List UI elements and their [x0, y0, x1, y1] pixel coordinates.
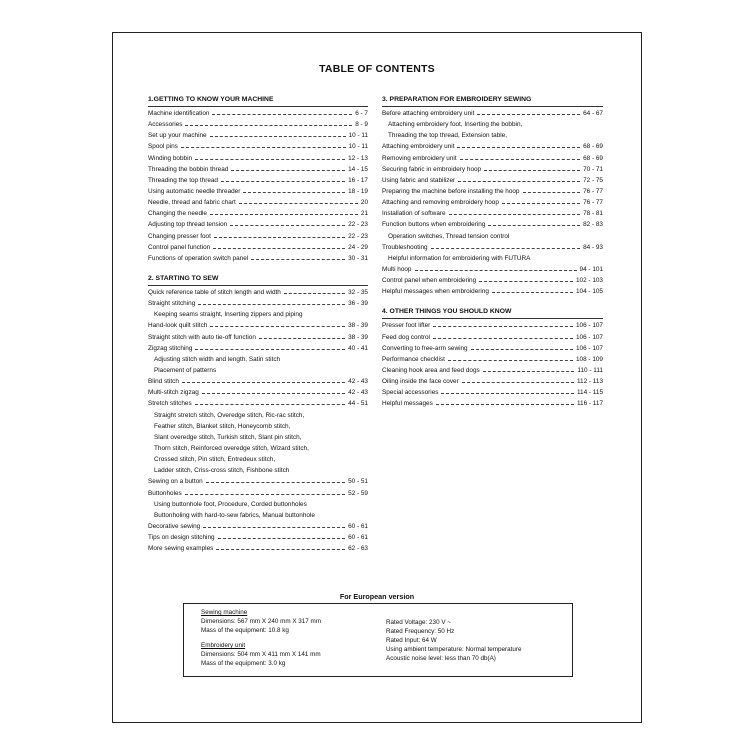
leader-dots	[195, 349, 345, 350]
entry-title: Control panel when embroidering	[382, 277, 477, 285]
toc-entry	[148, 242, 368, 253]
toc-entry	[382, 275, 603, 286]
entry-title: Function buttons when embroidering	[382, 221, 486, 229]
entry-pages: 110 - 111	[577, 366, 603, 374]
leader-dots	[488, 225, 580, 226]
entry-pages: 106 - 107	[575, 344, 603, 352]
leader-dots	[479, 281, 573, 282]
rated-frequency: Rated Frequency: 50 Hz	[386, 627, 455, 635]
entry-title: Changing the needle	[148, 210, 207, 218]
entry-title: Changing presser foot	[148, 232, 211, 240]
toc-entry	[148, 175, 368, 186]
entry-title: Helpful messages when embroidering	[382, 288, 489, 296]
leader-dots	[210, 214, 358, 215]
toc-entry	[148, 343, 368, 354]
toc-entry	[148, 287, 368, 298]
entry-pages: 112 - 113	[576, 378, 603, 386]
entry-pages: 14 - 15	[348, 165, 368, 173]
entry-title: Before attaching embroidery unit	[382, 110, 475, 117]
entry-pages: 72 - 75	[583, 176, 603, 184]
toc-entry	[148, 253, 368, 264]
electrical-specs	[386, 619, 521, 664]
entry-pages: 108 - 109	[575, 355, 603, 363]
entry-pages: 70 - 71	[583, 165, 603, 173]
entry-pages: 16 - 17	[348, 176, 368, 184]
entry-title: Set up your machine	[148, 132, 207, 140]
toc-entry	[382, 197, 603, 208]
toc-entry	[148, 521, 368, 532]
toc-entry	[382, 175, 603, 186]
toc-entry	[148, 376, 368, 387]
entry-pages: 30 - 31	[348, 254, 368, 262]
leader-dots	[458, 181, 580, 182]
embroidery-unit-mass: Mass of the equipment: 3.0 kg	[201, 659, 286, 667]
entry-pages: 21	[360, 210, 368, 218]
entry-title: Winding bobbin	[148, 154, 193, 162]
entry-subtopics: Adjusting stitch width and length, Satin stitch	[154, 355, 281, 363]
entry-title: Stretch stitches	[148, 400, 192, 408]
section-heading: 1.GETTING TO KNOW YOUR MACHINE	[148, 94, 368, 107]
entry-pages: 76 - 77	[583, 187, 603, 195]
toc-entry	[382, 286, 603, 297]
entry-pages: 42 - 43	[348, 378, 368, 386]
leader-dots	[492, 292, 573, 293]
leader-dots	[216, 549, 345, 550]
toc-section	[382, 94, 603, 297]
entry-pages: 102 - 103	[575, 277, 603, 285]
toc-entry	[148, 543, 368, 554]
leader-dots	[251, 259, 345, 260]
toc-entry	[148, 387, 368, 398]
leader-dots	[502, 203, 580, 204]
toc-entry	[382, 365, 603, 376]
leader-dots	[477, 114, 580, 115]
entry-title: Tips on design stitching	[148, 534, 215, 542]
leader-dots	[181, 147, 346, 148]
entry-title: Installation of software	[382, 210, 446, 218]
entry-pages: 22 - 23	[348, 221, 368, 229]
entry-title: Using fabric and stabilizer	[382, 176, 456, 184]
toc-entry	[382, 264, 603, 275]
entry-pages: 40 - 41	[348, 344, 368, 352]
embroidery-unit-dimensions: Dimensions: 504 mm X 411 mm X 141 mm	[201, 650, 321, 658]
entry-pages: 18 - 19	[348, 187, 368, 195]
toc-entry	[148, 153, 368, 164]
toc-entry	[382, 242, 603, 253]
sewing-machine-specs	[201, 609, 321, 636]
entry-pages: 38 - 39	[348, 322, 368, 330]
rated-input: Rated Input: 64 W	[386, 636, 437, 644]
entry-title: Special accessories	[382, 389, 439, 397]
entry-title: Straight stitch with auto tie-off function	[148, 333, 256, 341]
entry-title: Attaching embroidery unit	[382, 143, 455, 151]
entry-subtopics: Crossed stitch, Pin stitch, Entredeux stitch,	[154, 456, 276, 464]
toc-entry	[148, 141, 368, 152]
entry-title: Threading the top thread	[148, 176, 218, 184]
leader-dots	[185, 125, 352, 126]
toc-entry	[148, 219, 368, 230]
leader-dots	[436, 404, 574, 405]
entry-pages: 64 - 67	[583, 110, 603, 117]
entry-pages: 32 - 35	[348, 288, 368, 296]
entry-pages: 52 - 59	[348, 489, 368, 497]
leader-dots	[213, 248, 345, 249]
entry-title: Troubleshooting	[382, 243, 428, 251]
entry-pages: 44 - 51	[348, 400, 368, 408]
entry-title: Securing fabric in embroidery hoop	[382, 165, 482, 173]
toc-section	[382, 306, 603, 409]
specifications-box	[183, 603, 573, 677]
toc-entry	[148, 332, 368, 343]
leader-dots	[182, 382, 345, 383]
entry-title: Accessories	[148, 121, 183, 129]
entry-title: Adjusting top thread tension	[148, 221, 228, 229]
entry-pages: 50 - 51	[348, 478, 368, 486]
entry-subtopics: Helpful information for embroidering with FUTURA	[388, 254, 531, 262]
leader-dots	[239, 203, 358, 204]
toc-entry	[382, 332, 603, 343]
entry-pages: 36 - 39	[348, 300, 368, 308]
entry-title: Control panel function	[148, 243, 211, 251]
leader-dots	[230, 225, 345, 226]
toc-entry	[382, 153, 603, 164]
entry-title: Quick reference table of stitch length and width	[148, 288, 281, 296]
acoustic-noise-level: Acoustic noise level: less than 70 db(A)	[386, 654, 496, 662]
entry-title: Preparing the machine before installing the hoop	[382, 187, 520, 195]
toc-entry	[148, 119, 368, 130]
entry-title: Needle, thread and fabric chart	[148, 199, 236, 207]
entry-pages: 6 - 7	[355, 110, 368, 117]
toc-entry	[148, 320, 368, 331]
sewing-machine-dimensions: Dimensions: 567 mm X 240 mm X 317 mm	[201, 617, 322, 625]
toc-entry	[148, 298, 368, 309]
leader-dots	[284, 293, 345, 294]
entry-title: Multi-stitch zigzag	[148, 389, 199, 397]
toc-entry	[382, 320, 603, 331]
leader-dots	[214, 237, 345, 238]
entry-pages: 94 - 101	[579, 265, 603, 273]
entry-title: More sewing examples	[148, 545, 214, 553]
leader-dots	[198, 304, 345, 305]
entry-title: Removing embroidery unit	[382, 154, 457, 162]
entry-pages: 114 - 115	[576, 389, 603, 397]
entry-pages: 20	[360, 199, 368, 207]
entry-pages: 38 - 39	[348, 333, 368, 341]
leader-dots	[212, 114, 352, 115]
entry-pages: 60 - 61	[348, 534, 368, 542]
leader-dots	[483, 371, 575, 372]
entry-pages: 104 - 105	[575, 288, 603, 296]
section-heading: 2. STARTING TO SEW	[148, 273, 368, 286]
leader-dots	[202, 393, 345, 394]
toc-entry	[382, 141, 603, 152]
entry-pages: 68 - 69	[583, 154, 603, 162]
leader-dots	[471, 349, 573, 350]
leader-dots	[210, 326, 345, 327]
entry-title: Multi hoop	[382, 265, 412, 273]
entry-subtopics: Keeping seams straight, Inserting zippers and piping	[154, 311, 303, 319]
entry-subtopics: Using buttonhole foot, Procedure, Corded buttonholes	[154, 500, 307, 508]
entry-pages: 24 - 29	[348, 243, 368, 251]
toc-left-column	[148, 94, 368, 563]
toc-entry	[382, 354, 603, 365]
leader-dots	[457, 147, 580, 148]
entry-title: Straight stitching	[148, 300, 196, 308]
leader-dots	[462, 382, 574, 383]
toc-entry	[382, 108, 603, 119]
leader-dots	[206, 482, 345, 483]
entry-subtopics: Operation switches, Thread tension control	[388, 232, 510, 240]
entry-title: Machine identification	[148, 110, 210, 117]
entry-title: Spool pins	[148, 143, 178, 151]
leader-dots	[218, 538, 346, 539]
leader-dots	[449, 214, 581, 215]
sewing-machine-mass: Mass of the equipment: 10.8 kg	[201, 626, 289, 634]
entry-title: Using automatic needle threader	[148, 187, 241, 195]
rated-voltage: Rated Voltage: 230 V ~	[386, 619, 451, 626]
entry-pages: 82 - 83	[583, 221, 603, 229]
entry-pages: 78 - 81	[583, 210, 603, 218]
leader-dots	[433, 338, 573, 339]
toc-entry	[382, 219, 603, 230]
entry-title: Zigzag stitching	[148, 344, 193, 352]
entry-subtopics: Ladder stitch, Criss-cross stitch, Fishbone stitch	[154, 467, 290, 475]
toc-entry	[148, 231, 368, 242]
toc-right-column	[382, 94, 603, 419]
entry-title: Buttonholes	[148, 489, 182, 497]
toc-entry	[382, 387, 603, 398]
entry-title: Feed dog control	[382, 333, 430, 341]
manual-page	[112, 32, 642, 723]
toc-entry	[382, 343, 603, 354]
entry-title: Oiling inside the face cover	[382, 378, 459, 386]
section-heading: 4. OTHER THINGS YOU SHOULD KNOW	[382, 306, 603, 319]
entry-subtopics: Placement of patterns	[154, 366, 217, 374]
entry-title: Cleaning hook area and feed dogs	[382, 366, 480, 374]
toc-entry	[382, 186, 603, 197]
entry-title: Decorative sewing	[148, 522, 201, 530]
entry-pages: 84 - 93	[583, 243, 603, 251]
entry-pages: 8 - 9	[355, 121, 368, 129]
leader-dots	[448, 360, 573, 361]
toc-entry	[148, 532, 368, 543]
leader-dots	[210, 136, 346, 137]
entry-title: Presser foot lifter	[382, 322, 431, 330]
entry-title: Helpful messages	[382, 400, 433, 408]
leader-dots	[185, 494, 345, 495]
entry-pages: 22 - 23	[348, 232, 368, 240]
toc-entry	[148, 186, 368, 197]
entry-subtopics: Attaching embroidery foot, Inserting the bobbin,	[388, 121, 523, 129]
toc-entry	[382, 208, 603, 219]
toc-section	[148, 94, 368, 264]
entry-pages: 106 - 107	[575, 333, 603, 341]
embroidery-unit-label: Embroidery unit	[201, 642, 246, 649]
toc-entry	[148, 130, 368, 141]
toc-entry	[382, 376, 603, 387]
leader-dots	[243, 192, 345, 193]
toc-entry	[382, 164, 603, 175]
entry-pages: 116 - 117	[576, 400, 603, 408]
leader-dots	[441, 393, 573, 394]
leader-dots	[433, 326, 573, 327]
entry-subtopics: Slant overedge stitch, Turkish stitch, Slant pin stitch,	[154, 433, 302, 441]
leader-dots	[431, 248, 581, 249]
leader-dots	[195, 159, 345, 160]
leader-dots	[415, 270, 577, 271]
toc-entry	[148, 197, 368, 208]
entry-subtopics: Feather stitch, Blanket stitch, Honeycomb stitch,	[154, 422, 291, 430]
toc-entry	[148, 488, 368, 499]
leader-dots	[523, 192, 581, 193]
entry-pages: 10 - 11	[348, 132, 368, 140]
leader-dots	[259, 338, 345, 339]
entry-pages: 76 - 77	[583, 199, 603, 207]
toc-entry	[148, 164, 368, 175]
ambient-temperature: Using ambient temperature: Normal temperature	[386, 645, 522, 653]
toc-entry	[148, 398, 368, 409]
european-version-title: For European version	[339, 592, 415, 601]
entry-pages: 10 - 11	[348, 143, 368, 151]
entry-title: Threading the bobbin thread	[148, 165, 229, 173]
entry-title: Converting to free-arm sewing	[382, 344, 468, 352]
leader-dots	[195, 404, 345, 405]
entry-pages: 60 - 61	[348, 522, 368, 530]
entry-title: Functions of operation switch panel	[148, 254, 249, 262]
leader-dots	[484, 170, 580, 171]
entry-subtopics: Buttonholing with hard-to-sew fabrics, Manual buttonhole	[154, 511, 315, 519]
entry-pages: 68 - 69	[583, 143, 603, 151]
entry-subtopics: Thorn stitch, Reinforced overedge stitch, Wizard stitch,	[154, 444, 309, 452]
leader-dots	[221, 181, 345, 182]
entry-pages: 106 - 107	[575, 322, 603, 330]
entry-title: Performance checklist	[382, 355, 445, 363]
toc-entry	[148, 108, 368, 119]
entry-subtopics: Straight stretch stitch, Overedge stitch, Ric-rac stitch,	[154, 411, 305, 419]
entry-title: Blind stitch	[148, 378, 179, 386]
entry-title: Attaching and removing embroidery hoop	[382, 199, 499, 207]
leader-dots	[460, 159, 581, 160]
leader-dots	[231, 170, 345, 171]
entry-pages: 62 - 63	[348, 545, 368, 553]
entry-pages: 42 - 43	[348, 389, 368, 397]
sewing-machine-label: Sewing machine	[201, 609, 248, 616]
toc-entry	[148, 208, 368, 219]
entry-title: Sewing on a button	[148, 478, 203, 486]
leader-dots	[203, 527, 345, 528]
toc-section	[148, 273, 368, 554]
entry-subtopics: Threading the top thread, Extension table,	[388, 132, 508, 140]
entry-pages: 12 - 13	[348, 154, 368, 162]
section-heading: 3. PREPARATION FOR EMBROIDERY SEWING	[382, 94, 603, 107]
toc-entry	[148, 476, 368, 487]
entry-title: Hand-look quilt stitch	[148, 322, 208, 330]
page-title: TABLE OF CONTENTS	[319, 63, 435, 75]
toc-entry	[382, 398, 603, 409]
embroidery-unit-specs	[201, 642, 321, 669]
